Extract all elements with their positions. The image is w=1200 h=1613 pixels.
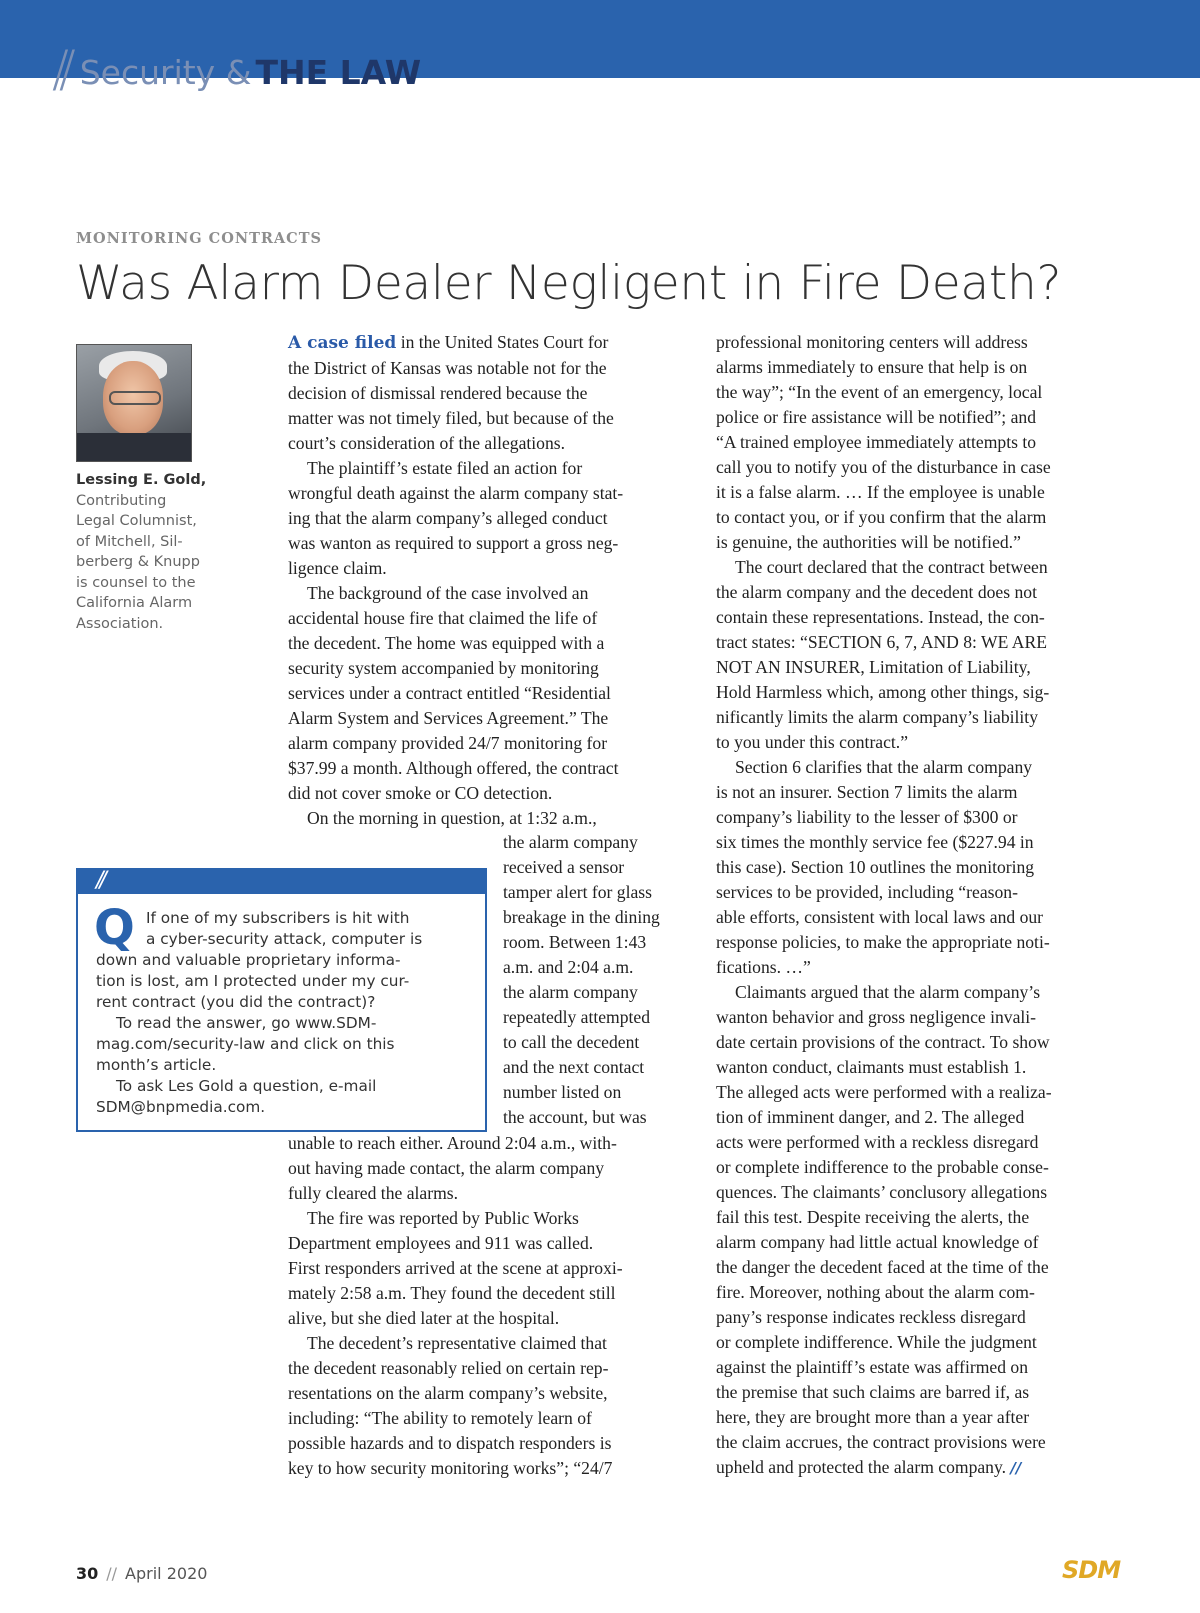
body-line: six times the monthly service fee ($227.94 in xyxy=(716,832,1034,852)
body-line: it is a false alarm. … If the employee is unable xyxy=(716,482,1045,502)
page-footer xyxy=(76,1564,207,1583)
body-line: against the plaintiff’s estate was affirmed on xyxy=(716,1357,1029,1377)
question-drop-cap: Q xyxy=(94,900,135,956)
footer-separator: // xyxy=(106,1564,118,1583)
body-line: the alarm company and the decedent does not xyxy=(716,582,1037,602)
qa-line: a cyber-security attack, computer is xyxy=(146,930,423,948)
body-line: this case). Section 10 outlines the monitoring xyxy=(716,857,1035,877)
body-line: or complete indifference to the probable conse- xyxy=(716,1157,1049,1177)
body-line: alive, but she died later at the hospital. xyxy=(288,1308,560,1328)
body-line: including: “The ability to remotely learn of xyxy=(288,1408,592,1428)
body-line: response policies, to make the appropriate noti- xyxy=(716,932,1050,952)
body-line: wanton behavior and gross negligence invali- xyxy=(716,1007,1037,1027)
body-line: or complete indifference. While the judgment xyxy=(716,1332,1037,1352)
body-line: Hold Harmless which, among other things, sig- xyxy=(716,682,1050,702)
author-bio-line: California Alarm xyxy=(76,595,193,611)
body-line: nificantly limits the alarm company’s liability xyxy=(716,707,1038,727)
body-line: wrongful death against the alarm company stat- xyxy=(288,483,624,503)
body-line: matter was not timely filed, but because of the xyxy=(288,408,614,428)
body-line: The plaintiff’s estate filed an action for xyxy=(307,458,583,478)
body-line: resentations on the alarm company’s website, xyxy=(288,1383,608,1403)
qa-line: To ask Les Gold a question, e-mail xyxy=(116,1077,377,1095)
section-title-light: Security & xyxy=(79,53,252,92)
body-line: The alleged acts were performed with a realiza- xyxy=(716,1082,1052,1102)
body-column-wrap xyxy=(503,830,660,1130)
section-title-bold: THE LAW xyxy=(255,53,422,92)
body-line: ligence claim. xyxy=(288,558,387,578)
body-line: the way”; “In the event of an emergency, local xyxy=(716,382,1043,402)
body-line: pany’s response indicates reckless disregard xyxy=(716,1307,1026,1327)
body-line: Section 6 clarifies that the alarm company xyxy=(735,757,1033,777)
body-line: court’s consideration of the allegations. xyxy=(288,433,566,453)
body-line: alarms immediately to ensure that help is on xyxy=(716,357,1028,377)
body-line: fire. Moreover, nothing about the alarm com- xyxy=(716,1282,1035,1302)
body-column-right xyxy=(716,330,1052,1481)
body-line: ing that the alarm company’s alleged conduct xyxy=(288,508,608,528)
body-line: decision of dismissal rendered because the xyxy=(288,383,588,403)
body-line: services under a contract entitled “Residential xyxy=(288,683,611,703)
qa-sidebar-header xyxy=(78,870,485,894)
body-line: able efforts, consistent with local laws and our xyxy=(716,907,1044,927)
body-line: key to how security monitoring works”; “24/7 xyxy=(288,1458,613,1478)
body-line: $37.99 a month. Although offered, the contract xyxy=(288,758,619,778)
author-bio-line: Contributing xyxy=(76,492,167,509)
author-photo xyxy=(76,344,192,462)
body-line: upheld and protected the alarm company. // xyxy=(716,1457,1022,1477)
author-name: Lessing E. Gold, xyxy=(76,472,207,488)
body-line: and the next contact xyxy=(503,1057,645,1077)
qa-line: SDM@bnpmedia.com. xyxy=(96,1098,266,1116)
qa-line: To read the answer, go www.SDM- xyxy=(116,1014,377,1032)
body-line: fications. …” xyxy=(716,957,811,977)
body-line: is not an insurer. Section 7 limits the alarm xyxy=(716,782,1018,802)
author-bio-line: berberg & Knupp xyxy=(76,554,200,570)
body-line: First responders arrived at the scene at approxi- xyxy=(288,1258,623,1278)
lead-in: A case filed xyxy=(288,333,397,353)
body-line: quences. The claimants’ conclusory allegations xyxy=(716,1182,1048,1202)
body-line: services to be provided, including “reason- xyxy=(716,882,1018,902)
issue-date: April 2020 xyxy=(125,1564,208,1583)
qa-line: mag.com/security-law and click on this xyxy=(96,1035,395,1053)
body-line: On the morning in question, at 1:32 a.m., xyxy=(307,808,597,828)
body-line: The fire was reported by Public Works xyxy=(307,1208,579,1228)
body-line: Department employees and 911 was called. xyxy=(288,1233,594,1253)
qa-line: down and valuable proprietary informa- xyxy=(96,951,401,969)
body-line: fail this test. Despite receiving the alerts, the xyxy=(716,1207,1030,1227)
qa-sidebar-box xyxy=(76,868,487,1132)
body-line: tamper alert for glass xyxy=(503,882,652,902)
body-line: breakage in the dining xyxy=(503,907,660,927)
body-line: the alarm company xyxy=(503,832,638,852)
body-line: police or fire assistance will be notified”; and xyxy=(716,407,1036,427)
body-line: fully cleared the alarms. xyxy=(288,1183,458,1203)
body-line: repeatedly attempted xyxy=(503,1007,651,1027)
body-line: number listed on xyxy=(503,1082,622,1102)
body-line: the danger the decedent faced at the time of the xyxy=(716,1257,1049,1277)
qa-sidebar-text xyxy=(96,908,422,1118)
body-line: to contact you, or if you confirm that the alarm xyxy=(716,507,1047,527)
body-line: professional monitoring centers will address xyxy=(716,332,1028,352)
page-number: 30 xyxy=(76,1564,99,1583)
body-line: mately 2:58 a.m. They found the decedent still xyxy=(288,1283,616,1303)
slash-divider-icon: // xyxy=(96,868,103,893)
body-line: tract states: “SECTION 6, 7, AND 8: WE ARE xyxy=(716,632,1047,652)
body-line: the claim accrues, the contract provisions were xyxy=(716,1432,1046,1452)
body-line: the decedent. The home was equipped with a xyxy=(288,633,605,653)
body-line: a.m. and 2:04 a.m. xyxy=(503,957,634,977)
body-line: tion of imminent danger, and 2. The alleged xyxy=(716,1107,1025,1127)
body-line: unable to reach either. Around 2:04 a.m., with- xyxy=(288,1133,617,1153)
body-line: the account, but was xyxy=(503,1107,647,1127)
body-line: alarm company had little actual knowledge of xyxy=(716,1232,1039,1252)
author-bio-line: is counsel to the xyxy=(76,574,196,591)
body-line: room. Between 1:43 xyxy=(503,932,647,952)
body-line: date certain provisions of the contract. To show xyxy=(716,1032,1050,1052)
article-kicker: MONITORING CONTRACTS xyxy=(76,230,322,247)
slash-divider-icon: // xyxy=(52,40,66,98)
body-line: NOT AN INSURER, Limitation of Liability, xyxy=(716,657,1031,677)
body-line: call you to notify you of the disturbance in case xyxy=(716,457,1051,477)
body-line: A case filed in the United States Court for xyxy=(288,332,609,353)
body-line: wanton conduct, claimants must establish 1. xyxy=(716,1057,1027,1077)
body-line: to call the decedent xyxy=(503,1032,640,1052)
body-line: out having made contact, the alarm company xyxy=(288,1158,605,1178)
body-line: The court declared that the contract between xyxy=(735,557,1048,577)
author-bio xyxy=(76,470,236,634)
qa-line: If one of my subscribers is hit with xyxy=(146,909,410,927)
body-line: possible hazards and to dispatch responders is xyxy=(288,1433,612,1453)
body-line: Claimants argued that the alarm company’s xyxy=(735,982,1041,1002)
qa-line: tion is lost, am I protected under my cur- xyxy=(96,972,410,990)
author-bio-line: of Mitchell, Sil- xyxy=(76,533,183,550)
body-line: The background of the case involved an xyxy=(307,583,589,603)
end-mark-icon: // xyxy=(1010,1459,1022,1477)
article-headline: Was Alarm Dealer Negligent in Fire Death? xyxy=(76,256,1062,311)
sdm-logo: SDM xyxy=(1062,1556,1121,1584)
body-line: received a sensor xyxy=(503,857,625,877)
body-line: alarm company provided 24/7 monitoring for xyxy=(288,733,608,753)
body-line: acts were performed with a reckless disregard xyxy=(716,1132,1039,1152)
body-line: to you under this contract.” xyxy=(716,732,909,752)
body-line: Alarm System and Services Agreement.” The xyxy=(288,708,609,728)
body-line: company’s liability to the lesser of $300 or xyxy=(716,807,1018,827)
body-line: the alarm company xyxy=(503,982,638,1002)
section-title xyxy=(52,38,421,98)
qa-line: rent contract (you did the contract)? xyxy=(96,993,376,1011)
qa-line: month’s article. xyxy=(96,1056,217,1074)
body-line: was wanton as required to support a gross neg- xyxy=(288,533,619,553)
body-line: security system accompanied by monitoring xyxy=(288,658,599,678)
author-bio-line: Association. xyxy=(76,615,164,632)
body-line: The decedent’s representative claimed that xyxy=(307,1333,607,1353)
body-line: “A trained employee immediately attempts to xyxy=(716,432,1037,452)
body-line: the District of Kansas was notable not for the xyxy=(288,358,607,378)
body-line: contain these representations. Instead, the con- xyxy=(716,607,1045,627)
body-line: the decedent reasonably relied on certain rep- xyxy=(288,1358,609,1378)
body-line: accidental house fire that claimed the life of xyxy=(288,608,598,628)
body-line: the premise that such claims are barred if, as xyxy=(716,1382,1030,1402)
author-bio-line: Legal Columnist, xyxy=(76,513,197,529)
body-line: is genuine, the authorities will be notified.” xyxy=(716,532,1021,552)
body-line: here, they are brought more than a year after xyxy=(716,1407,1030,1427)
body-line: did not cover smoke or CO detection. xyxy=(288,783,553,803)
